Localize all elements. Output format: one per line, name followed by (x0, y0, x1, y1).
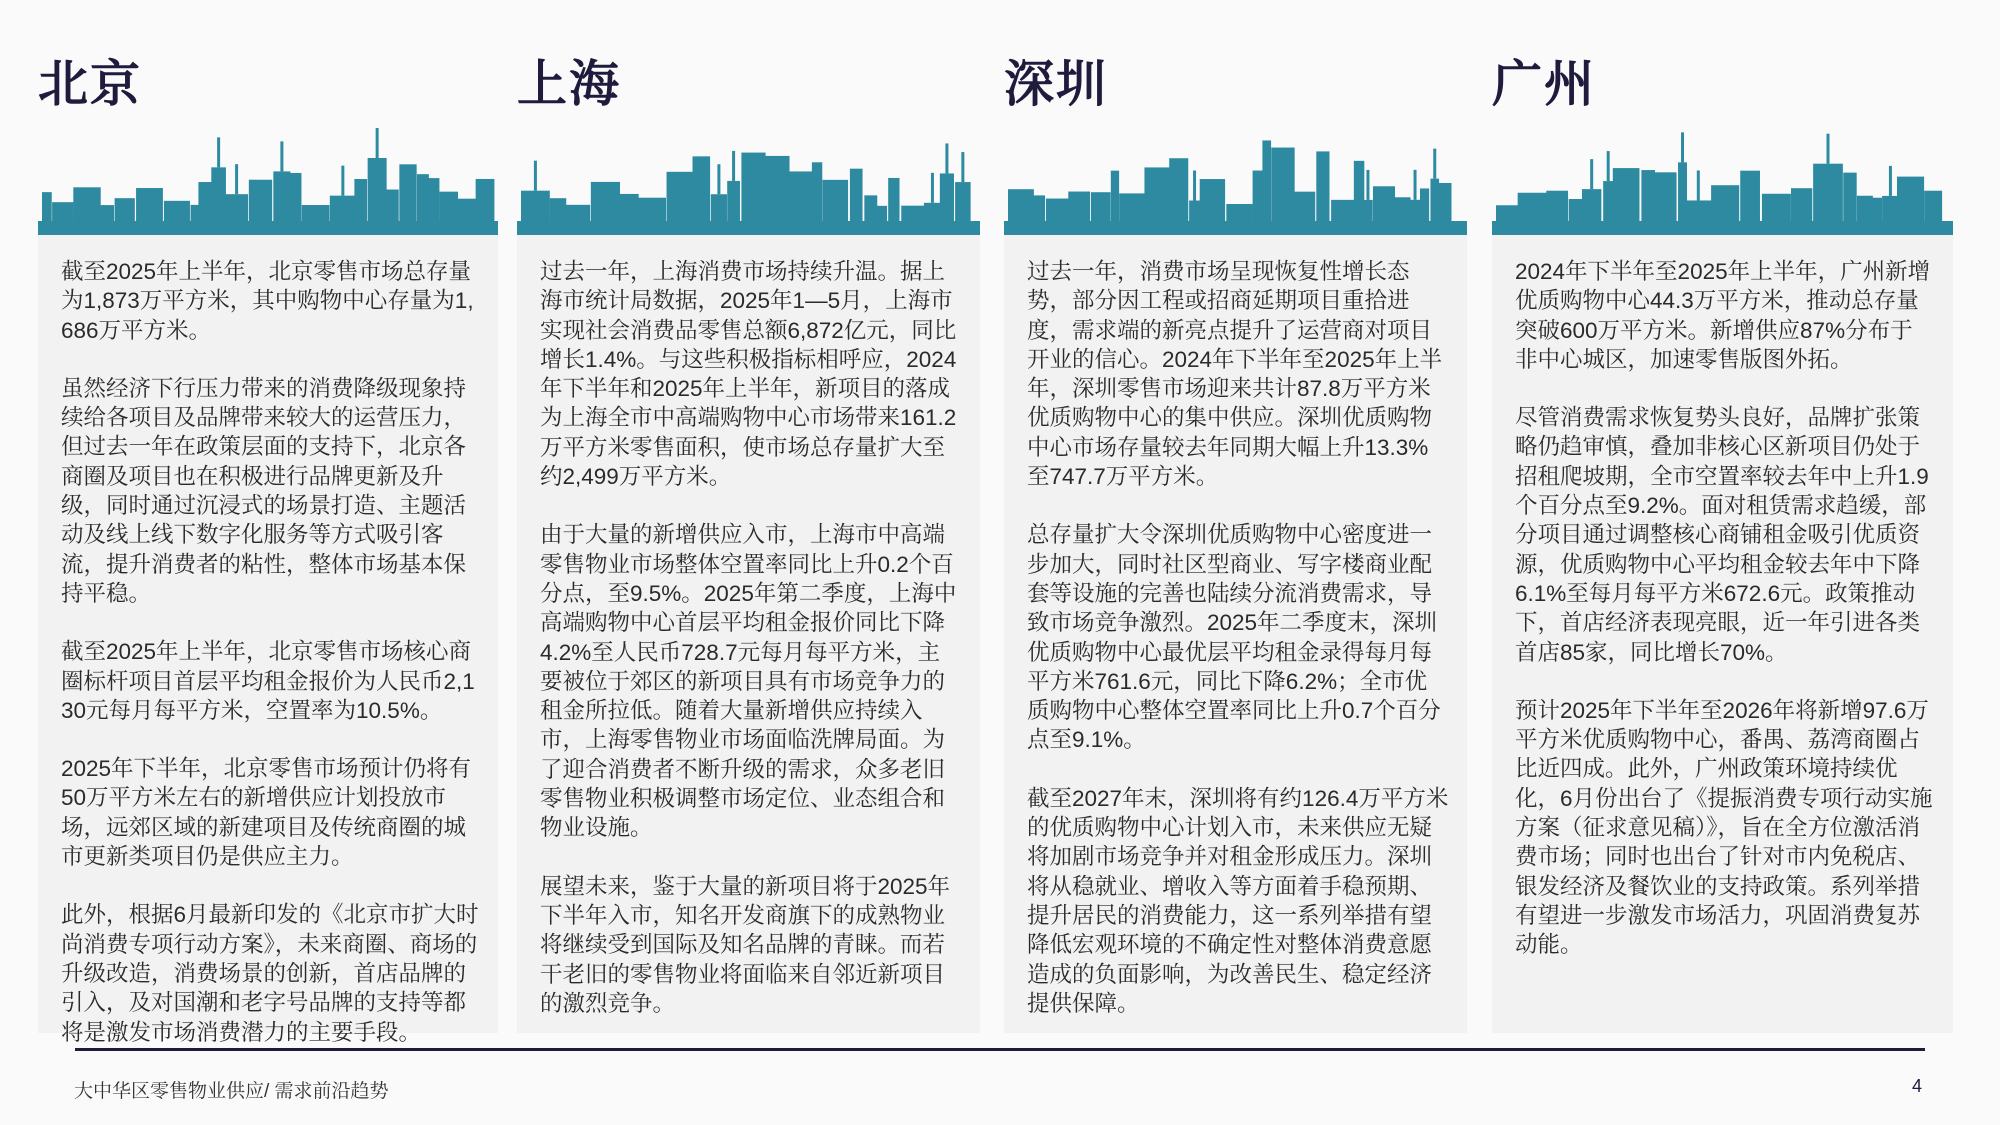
city-title: 广州 (1492, 56, 1596, 112)
shanghai-skyline-illustration (517, 95, 980, 235)
building-shape (1420, 188, 1429, 221)
building-shape (864, 195, 877, 221)
building-shape (1409, 200, 1421, 221)
building-shape (1843, 173, 1856, 221)
paragraph: 过去一年，消费市场呈现恢复性增长态势，部分因工程或招商延期项目重拾进度，需求端的新亮点提升了运营商对项目开业的信心。2024年下半年至2025年上半年，深圳零售市场迎来共计87.8万平方米优质购物中心的集中供应。深圳优质购物中心市场存量较去年同期大幅上升13.3%至747.7万平方米。 (1027, 259, 1443, 490)
building-shape (99, 205, 114, 221)
building-shape (249, 180, 272, 221)
building-shape (876, 206, 887, 221)
building-shape (550, 198, 567, 221)
footer-divider (75, 1048, 1925, 1051)
building-shape (211, 167, 226, 221)
building-shape (1711, 185, 1739, 221)
building-shape (955, 182, 971, 221)
building-shape (1873, 198, 1883, 221)
building-shape (42, 192, 52, 221)
building-shape (1655, 172, 1677, 221)
building-shape (1518, 193, 1547, 221)
city-title: 深圳 (1004, 56, 1108, 112)
building-shape (1271, 148, 1294, 221)
building-shape (1569, 199, 1583, 221)
building-shape (765, 156, 790, 221)
building-shape (1681, 132, 1684, 162)
building-shape (1762, 194, 1791, 221)
building-shape (732, 151, 735, 181)
building-shape (1697, 170, 1700, 200)
building-shape (741, 153, 765, 221)
building-shape (1414, 170, 1417, 200)
paragraph: 截至2027年末，深圳将有约126.4万平方米的优质购物中心计划入市，未来供应无疑将加剧市场竞争并对租金形成压力。深圳将从稳就业、增收入等方面着手稳预期、提升居民的消费能力，这一系列举措有望降低宏观环境的不确定性对整体消费意愿造成的负面影响，为改善民生、稳定经济提供保障。 (1027, 785, 1449, 1016)
building-shape (273, 171, 290, 221)
city-title: 上海 (517, 56, 621, 112)
building-shape (1046, 199, 1070, 221)
building-shape (289, 173, 301, 221)
building-shape (1004, 221, 1467, 235)
building-shape (711, 194, 727, 221)
building-shape (1008, 189, 1034, 221)
building-shape (280, 141, 283, 171)
city-card (517, 235, 980, 1033)
building-shape (1068, 192, 1090, 221)
building-shape (667, 172, 693, 221)
city-card (1004, 235, 1467, 1033)
building-shape (901, 206, 925, 221)
building-shape (1316, 151, 1329, 221)
building-shape (387, 190, 399, 221)
building-shape (191, 205, 200, 221)
building-shape (812, 162, 822, 221)
building-shape (341, 166, 344, 196)
building-shape (850, 169, 863, 221)
building-shape (354, 179, 367, 221)
building-shape (1373, 186, 1395, 221)
building-shape (924, 203, 941, 221)
building-shape (823, 180, 849, 221)
city-card (1492, 235, 1953, 1033)
paragraph: 此外，根据6月最新印发的《北京市扩大时尚消费专项行动方案》，未来商圈、商场的升级改造，消费场景的创新，首店品牌的引入，及对国潮和老字号品牌的支持等都将是激发市场消费潜力的主要手段。 (61, 902, 479, 1045)
building-shape (1189, 201, 1200, 221)
building-shape (217, 137, 220, 167)
building-shape (1193, 171, 1196, 201)
building-shape (368, 158, 387, 221)
building-shape (888, 178, 899, 221)
building-shape (1685, 200, 1712, 221)
building-shape (38, 221, 498, 235)
building-shape (1395, 197, 1411, 221)
building-shape (376, 128, 379, 158)
building-shape (961, 152, 964, 182)
building-shape (940, 173, 954, 221)
paragraph: 过去一年，上海消费市场持续升温。据上海市统计局数据，2025年1—5月，上海市实现社会消费品零售总额6,872亿元，同比增长1.4%。与这些积极指标相呼应，2024年下半年和2025年上半年，新项目的落成为上海全市中高端购物中心市场带来161.2万平方米零售面积，使市场总存量扩大至约2,499万平方米。 (540, 259, 957, 490)
building-shape (1200, 179, 1225, 221)
building-shape (1091, 192, 1111, 221)
shenzhen-skyline-illustration (1004, 95, 1467, 235)
building-shape (330, 196, 356, 221)
building-shape (1603, 181, 1613, 221)
building-shape (235, 164, 238, 194)
building-shape (1889, 166, 1892, 196)
building-shape (1033, 195, 1045, 221)
paragraph: 截至2025年上半年，北京零售市场核心商圈标杆项目首层平均租金报价为人民币2,130元每月每平方米，空置率为10.5%。 (61, 639, 475, 723)
building-shape (931, 173, 934, 203)
building-shape (1331, 200, 1355, 221)
paragraph: 虽然经济下行压力带来的消费降级现象持续给各项目及品牌带来较大的运营压力，但过去一年在政策层面的支持下，北京各商圈及项目也在积极进行品牌更新及升级，同时通过沉浸式的场景打造、主题活动及线上线下数字化服务等方式吸引客流，提升消费者的粘性，整体市场基本保持平稳。 (61, 375, 467, 606)
building-shape (788, 171, 813, 221)
city-title: 北京 (38, 56, 142, 112)
building-shape (521, 191, 550, 221)
building-shape (302, 205, 330, 221)
building-shape (456, 199, 477, 221)
building-shape (1791, 188, 1812, 221)
building-shape (198, 182, 211, 221)
paragraph: 预计2025年下半年至2026年将新增97.6万平方米优质购物中心，番禺、荔湾商圈占比近四成。此外，广州政策环境持续优化，6月份出台了《提振消费专项行动实施方案（征求意见稿）》，旨在全方位激活消费市场；同时也出台了针对市内免税店、银发经济及餐饮业的支持政策。系列举措有望进一步激发市场活力，巩固消费复苏动能。 (1515, 697, 1933, 958)
building-shape (637, 198, 666, 221)
building-shape (945, 143, 948, 173)
building-shape (1607, 151, 1610, 181)
building-shape (1813, 164, 1843, 221)
paragraph: 2024年下半年至2025年上半年，广州新增优质购物中心44.3万平方米，推动总存量突破600万平方米。新增供应87%分布于非中心城区，加速零售版图外拓。 (1515, 259, 1931, 372)
building-shape (225, 194, 248, 221)
building-shape (534, 161, 537, 191)
building-shape (1740, 171, 1760, 221)
building-shape (1169, 158, 1188, 221)
building-shape (717, 164, 720, 194)
building-shape (1496, 205, 1519, 221)
building-shape (1144, 167, 1171, 221)
building-shape (1857, 196, 1873, 221)
building-shape (417, 174, 429, 221)
paragraph: 展望未来，鉴于大量的新项目将于2025年下半年入市，知名开发商旗下的成熟物业将继续受到国际及知名品牌的青睐。而若干老旧的零售物业将面临来自邻近新项目的激烈竞争。 (540, 873, 951, 1016)
building-shape (1119, 193, 1145, 221)
building-shape (517, 221, 980, 235)
building-shape (1613, 168, 1640, 221)
guangzhou-skyline-illustration (1492, 95, 1953, 235)
building-shape (1294, 192, 1315, 221)
building-shape (693, 156, 711, 221)
building-shape (1111, 171, 1119, 221)
building-shape (439, 192, 458, 221)
paragraph: 由于大量的新增供应入市，上海市中高端零售物业市场整体空置率同比上升0.2个百分点，至9.5%。2025年第二季度，上海中高端购物中心首层平均租金报价同比下降4.2%至人民币728.7元每月每平方米，主要被位于郊区的新项目具有市场竞争力的租金所拉低。随着大量新增供应持续入市，上海零售物业市场面临洗牌局面。为了迎合消费者不断升级的需求，众多老旧零售物业积极调整市场定位、业态组合和物业设施。 (540, 522, 957, 841)
building-shape (619, 194, 639, 221)
paragraph: 总存量扩大令深圳优质购物中心密度进一步加大，同时社区型商业、写字楼商业配套等设施的完善也陆续分流消费需求，导致市场竞争激烈。2025年二季度末，深圳优质购物中心最优层平均租金录得每月每平方米761.6元，同比下降6.2%；全市优质购物中心整体空置率同比上升0.7个百分点至9.1%。 (1027, 522, 1441, 753)
building-shape (591, 182, 620, 221)
building-shape (427, 178, 439, 221)
building-shape (1226, 204, 1253, 221)
building-shape (115, 198, 135, 221)
building-shape (1366, 170, 1369, 200)
building-shape (399, 164, 416, 221)
building-shape (1641, 170, 1655, 221)
building-shape (1924, 191, 1942, 221)
building-shape (1582, 189, 1601, 221)
building-shape (1437, 183, 1451, 221)
building-shape (1826, 134, 1829, 164)
building-shape (1262, 140, 1271, 221)
building-shape (1897, 177, 1924, 221)
paragraph: 尽管消费需求恢复势头良好，品牌扩张策略仍趋审慎，叠加非核心区新项目仍处于招租爬坡期，全市空置率较去年中上升1.9个百分点至9.2%。面对租赁需求趋缓，部分项目通过调整核心商铺租金吸引优质资源，优质购物中心平均租金较去年中下降6.1%至每月每平方米672.6元。政策推动下，首店经济表现亮眼，近一年引进各类首店85家，同比增长70%。 (1515, 405, 1929, 665)
building-shape (136, 188, 163, 221)
building-shape (1363, 200, 1373, 221)
paragraph: 2025年下半年，北京零售市场预计仍将有50万平方米左右的新增供应计划投放市场，远郊区域的新建项目及传统商圈的城市更新类项目仍是供应主力。 (61, 756, 472, 870)
building-shape (52, 202, 73, 221)
building-shape (164, 201, 190, 221)
building-shape (1882, 196, 1899, 221)
city-card (38, 235, 498, 1045)
building-shape (1492, 221, 1953, 235)
footer-title: 大中华区零售物业供应/ 需求前沿趋势 (74, 1081, 389, 1102)
beijing-skyline-illustration (38, 95, 498, 235)
building-shape (1354, 161, 1364, 221)
building-shape (1546, 191, 1568, 221)
page-number: 4 (1912, 1076, 1923, 1096)
building-shape (476, 179, 495, 221)
building-shape (727, 181, 740, 221)
building-shape (1433, 149, 1436, 179)
paragraph: 截至2025年上半年，北京零售市场总存量为1,873万平方米，其中购物中心存量为1,686万平方米。 (61, 259, 474, 343)
building-shape (1590, 159, 1593, 189)
building-shape (73, 187, 100, 221)
building-shape (565, 205, 591, 221)
